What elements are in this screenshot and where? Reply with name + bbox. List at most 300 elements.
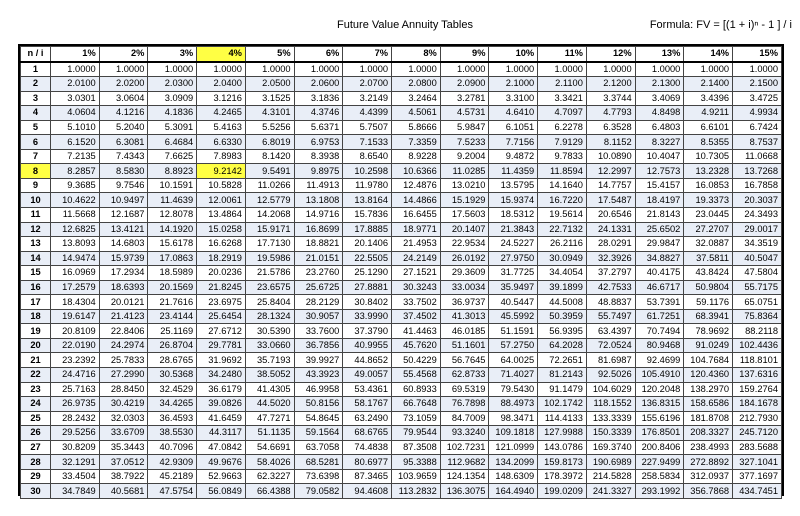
table-row [21, 455, 782, 470]
table-cell: 7.5233 [440, 135, 489, 150]
table-cell: 21.4953 [392, 237, 441, 252]
table-cell: 13.8164 [343, 193, 392, 208]
table-cell: 75.8364 [733, 309, 782, 324]
row-period-label: 4 [21, 106, 51, 121]
table-cell: 181.8708 [684, 411, 733, 426]
table-cell: 25.6502 [635, 222, 684, 237]
table-cell: 21.8245 [197, 280, 246, 295]
table-cell: 1.0000 [148, 62, 197, 77]
table-cell: 15.1929 [440, 193, 489, 208]
table-cell: 3.0604 [99, 91, 148, 106]
table-cell: 32.3926 [586, 251, 635, 266]
row-period-label: 11 [21, 208, 51, 223]
table-cell: 40.5447 [489, 295, 538, 310]
table-cell: 293.1992 [635, 484, 684, 499]
column-header: 6% [294, 47, 343, 62]
table-cell: 41.6459 [197, 411, 246, 426]
table-row [21, 280, 782, 295]
table-cell: 48.8837 [586, 295, 635, 310]
table-cell: 54.8645 [294, 411, 343, 426]
table-cell: 15.6178 [148, 237, 197, 252]
table-cell: 45.7620 [392, 338, 441, 353]
table-cell: 36.4593 [148, 411, 197, 426]
table-cell: 1.0000 [294, 62, 343, 77]
row-period-label: 5 [21, 120, 51, 135]
table-cell: 120.2048 [635, 382, 684, 397]
table-cell: 56.7645 [440, 353, 489, 368]
table-cell: 2.0200 [99, 77, 148, 92]
row-period-label: 6 [21, 135, 51, 150]
table-cell: 178.3972 [538, 469, 587, 484]
table-cell: 136.3075 [440, 484, 489, 499]
table-cell: 34.4265 [148, 397, 197, 412]
table-cell: 114.4133 [538, 411, 587, 426]
table-cell: 2.0400 [197, 77, 246, 92]
table-cell: 5.3091 [148, 120, 197, 135]
table-cell: 43.3923 [294, 368, 343, 383]
table-cell: 63.2490 [343, 411, 392, 426]
table-cell: 20.6546 [586, 208, 635, 223]
table-cell: 25.6725 [294, 280, 343, 295]
table-cell: 14.1920 [148, 222, 197, 237]
table-cell: 64.0025 [489, 353, 538, 368]
table-cell: 12.2997 [586, 164, 635, 179]
table-cell: 84.7009 [440, 411, 489, 426]
table-cell: 32.4529 [148, 382, 197, 397]
table-cell: 8.3938 [294, 149, 343, 164]
table-cell: 16.6268 [197, 237, 246, 252]
table-cell: 8.2857 [51, 164, 100, 179]
row-period-label: 15 [21, 266, 51, 281]
table-row [21, 338, 782, 353]
table-cell: 10.2598 [343, 164, 392, 179]
table-cell: 13.0210 [440, 178, 489, 193]
table-cell: 80.6977 [343, 455, 392, 470]
table-cell: 76.7898 [440, 397, 489, 412]
table-cell: 33.7502 [392, 295, 441, 310]
table-cell: 5.7507 [343, 120, 392, 135]
table-cell: 14.9716 [294, 208, 343, 223]
table-cell: 7.9129 [538, 135, 587, 150]
table-cell: 6.9753 [294, 135, 343, 150]
table-cell: 12.0061 [197, 193, 246, 208]
table-cell: 41.4305 [245, 382, 294, 397]
table-cell: 17.5487 [586, 193, 635, 208]
table-cell: 272.8892 [684, 455, 733, 470]
table-cell: 60.8933 [392, 382, 441, 397]
table-cell: 55.4568 [392, 368, 441, 383]
table-cell: 73.1059 [392, 411, 441, 426]
table-cell: 70.7494 [635, 324, 684, 339]
table-cell: 159.8173 [538, 455, 587, 470]
column-header: 5% [245, 47, 294, 62]
table-cell: 38.7922 [99, 469, 148, 484]
table-cell: 21.8143 [635, 208, 684, 223]
table-row [21, 193, 782, 208]
table-cell: 3.3421 [538, 91, 587, 106]
table-cell: 1.0000 [489, 62, 538, 77]
table-cell: 12.4876 [392, 178, 441, 193]
table-cell: 50.9804 [684, 280, 733, 295]
table-cell: 94.4608 [343, 484, 392, 499]
column-header: 11% [538, 47, 587, 62]
table-cell: 80.9468 [635, 338, 684, 353]
table-cell: 46.0185 [440, 324, 489, 339]
table-row [21, 120, 782, 135]
table-row [21, 178, 782, 193]
table-cell: 176.8501 [635, 426, 684, 441]
table-cell: 6.4684 [148, 135, 197, 150]
table-cell: 28.0291 [586, 237, 635, 252]
column-header: 8% [392, 47, 441, 62]
table-cell: 41.3013 [440, 309, 489, 324]
table-cell: 68.5281 [294, 455, 343, 470]
table-cell: 25.7163 [51, 382, 100, 397]
table-cell: 43.8424 [684, 266, 733, 281]
table-cell: 102.4436 [733, 338, 782, 353]
table-cell: 30.5390 [245, 324, 294, 339]
table-cell: 27.9750 [489, 251, 538, 266]
table-cell: 19.5986 [245, 251, 294, 266]
table-cell: 7.6625 [148, 149, 197, 164]
table-cell: 6.2278 [538, 120, 587, 135]
table-cell: 2.1000 [489, 77, 538, 92]
table-cell: 15.9374 [489, 193, 538, 208]
table-cell: 33.0660 [245, 338, 294, 353]
table-cell: 44.3117 [197, 426, 246, 441]
table-row [21, 106, 782, 121]
table-cell: 2.1500 [733, 77, 782, 92]
table-cell: 63.4397 [586, 324, 635, 339]
table-cell: 4.8498 [635, 106, 684, 121]
table-cell: 16.0853 [684, 178, 733, 193]
table-cell: 9.3685 [51, 178, 100, 193]
table-cell: 35.3443 [99, 440, 148, 455]
table-cell: 104.7684 [684, 353, 733, 368]
table-cell: 1.0000 [245, 62, 294, 77]
table-cell: 5.6371 [294, 120, 343, 135]
table-cell: 72.0524 [586, 338, 635, 353]
row-period-label: 1 [21, 62, 51, 77]
table-cell: 9.8975 [294, 164, 343, 179]
table-cell: 11.4639 [148, 193, 197, 208]
table-cell: 26.2116 [538, 237, 587, 252]
table-cell: 64.2028 [538, 338, 587, 353]
table-cell: 3.2464 [392, 91, 441, 106]
table-cell: 18.5989 [148, 266, 197, 281]
table-cell: 40.5681 [99, 484, 148, 499]
table-cell: 19.5614 [538, 208, 587, 223]
table-cell: 26.9735 [51, 397, 100, 412]
table-cell: 25.8404 [245, 295, 294, 310]
table-cell: 63.7058 [294, 440, 343, 455]
table-cell: 1.0000 [440, 62, 489, 77]
table-cell: 7.8983 [197, 149, 246, 164]
column-header: 12% [586, 47, 635, 62]
table-cell: 20.1406 [343, 237, 392, 252]
table-cell: 41.4463 [392, 324, 441, 339]
table-cell: 8.5830 [99, 164, 148, 179]
row-period-label: 9 [21, 178, 51, 193]
table-cell: 14.2068 [245, 208, 294, 223]
table-cell: 21.5786 [245, 266, 294, 281]
table-cell: 9.5491 [245, 164, 294, 179]
table-cell: 71.4027 [489, 368, 538, 383]
row-period-label: 28 [21, 455, 51, 470]
table-cell: 68.6765 [343, 426, 392, 441]
table-cell: 134.2099 [489, 455, 538, 470]
table-cell: 47.5754 [148, 484, 197, 499]
table-cell: 18.9771 [392, 222, 441, 237]
table-cell: 21.3843 [489, 222, 538, 237]
table-cell: 55.7175 [733, 280, 782, 295]
table-cell: 39.0826 [197, 397, 246, 412]
table-cell: 190.6989 [586, 455, 635, 470]
table-cell: 3.2149 [343, 91, 392, 106]
table-cell: 50.4229 [392, 353, 441, 368]
formula-label: Formula: FV = [(1 + i)ⁿ - 1 ] / i [649, 19, 792, 31]
table-row [21, 426, 782, 441]
table-cell: 13.2328 [684, 164, 733, 179]
table-cell: 23.0445 [684, 208, 733, 223]
table-row [21, 440, 782, 455]
table-cell: 87.3465 [343, 469, 392, 484]
table-cell: 72.2651 [538, 353, 587, 368]
table-cell: 8.6540 [343, 149, 392, 164]
page-title: Future Value Annuity Tables [337, 19, 473, 31]
table-cell: 28.1324 [245, 309, 294, 324]
row-period-label: 19 [21, 324, 51, 339]
table-cell: 137.6316 [733, 368, 782, 383]
table-cell: 49.0057 [343, 368, 392, 383]
table-cell: 95.3388 [392, 455, 441, 470]
row-period-label: 18 [21, 309, 51, 324]
table-cell: 12.5779 [245, 193, 294, 208]
table-cell: 8.5355 [684, 135, 733, 150]
table-cell: 13.1808 [294, 193, 343, 208]
table-cell: 36.9737 [440, 295, 489, 310]
row-period-label: 24 [21, 397, 51, 412]
table-cell: 15.0258 [197, 222, 246, 237]
table-cell: 91.1479 [538, 382, 587, 397]
table-cell: 34.8827 [635, 251, 684, 266]
table-cell: 31.9692 [197, 353, 246, 368]
table-cell: 24.1331 [586, 222, 635, 237]
table-cell: 23.6975 [197, 295, 246, 310]
table-cell: 25.6454 [197, 309, 246, 324]
row-period-label: 13 [21, 237, 51, 252]
table-cell: 30.8209 [51, 440, 100, 455]
table-cell: 23.4144 [148, 309, 197, 324]
table-cell: 33.9990 [343, 309, 392, 324]
table-cell: 24.5227 [489, 237, 538, 252]
table-cell: 20.8109 [51, 324, 100, 339]
table-header-row [21, 47, 782, 62]
table-cell: 34.7849 [51, 484, 100, 499]
row-period-label: 14 [21, 251, 51, 266]
table-row [21, 309, 782, 324]
table-cell: 33.4504 [51, 469, 100, 484]
table-cell: 356.7868 [684, 484, 733, 499]
table-cell: 11.5668 [51, 208, 100, 223]
row-period-label: 20 [21, 338, 51, 353]
table-cell: 136.8315 [635, 397, 684, 412]
row-period-label: 2 [21, 77, 51, 92]
table-cell: 37.2797 [586, 266, 635, 281]
table-cell: 51.1601 [440, 338, 489, 353]
table-cell: 66.4388 [245, 484, 294, 499]
table-cell: 44.8652 [343, 353, 392, 368]
table-cell: 33.6709 [99, 426, 148, 441]
column-header: 10% [489, 47, 538, 62]
table-cell: 50.8156 [294, 397, 343, 412]
table-cell: 241.3327 [586, 484, 635, 499]
table-cell: 40.4175 [635, 266, 684, 281]
table-cell: 14.7757 [586, 178, 635, 193]
table-cell: 51.1135 [245, 426, 294, 441]
table-cell: 164.4940 [489, 484, 538, 499]
table-cell: 23.2760 [294, 266, 343, 281]
table-cell: 79.9544 [392, 426, 441, 441]
table-cell: 4.9934 [733, 106, 782, 121]
table-cell: 27.6712 [197, 324, 246, 339]
table-cell: 238.4993 [684, 440, 733, 455]
table-cell: 4.2465 [197, 106, 246, 121]
column-header: 9% [440, 47, 489, 62]
table-cell: 18.5312 [489, 208, 538, 223]
table-cell: 81.6987 [586, 353, 635, 368]
table-cell: 10.7305 [684, 149, 733, 164]
table-cell: 4.7793 [586, 106, 635, 121]
table-cell: 158.6586 [684, 397, 733, 412]
table-cell: 8.7537 [733, 135, 782, 150]
table-cell: 3.1836 [294, 91, 343, 106]
column-header: 15% [733, 47, 782, 62]
table-cell: 61.7251 [635, 309, 684, 324]
table-cell: 18.6393 [99, 280, 148, 295]
table-cell: 79.0582 [294, 484, 343, 499]
table-cell: 88.4973 [489, 397, 538, 412]
table-cell: 5.2040 [99, 120, 148, 135]
table-cell: 8.1152 [586, 135, 635, 150]
table-cell: 24.2149 [392, 251, 441, 266]
table-cell: 4.6410 [489, 106, 538, 121]
table-cell: 55.7497 [586, 309, 635, 324]
table-cell: 37.0512 [99, 455, 148, 470]
table-cell: 16.7220 [538, 193, 587, 208]
table-cell: 6.8019 [245, 135, 294, 150]
table-cell: 14.1640 [538, 178, 587, 193]
table-cell: 169.3740 [586, 440, 635, 455]
table-cell: 28.8450 [99, 382, 148, 397]
table-cell: 69.5319 [440, 382, 489, 397]
table-cell: 30.8402 [343, 295, 392, 310]
table-cell: 66.7648 [392, 397, 441, 412]
table-cell: 6.1051 [489, 120, 538, 135]
table-cell: 33.0034 [440, 280, 489, 295]
table-cell: 32.1291 [51, 455, 100, 470]
table-cell: 17.7130 [245, 237, 294, 252]
table-cell: 11.0285 [440, 164, 489, 179]
table-cell: 65.0751 [733, 295, 782, 310]
table-cell: 20.0236 [197, 266, 246, 281]
table-cell: 3.3744 [586, 91, 635, 106]
table-cell: 37.4502 [392, 309, 441, 324]
table-cell: 3.0909 [148, 91, 197, 106]
table-cell: 30.9057 [294, 309, 343, 324]
table-cell: 53.7391 [635, 295, 684, 310]
table-cell: 3.2781 [440, 91, 489, 106]
column-header: 14% [684, 47, 733, 62]
table-row [21, 353, 782, 368]
table-cell: 47.5804 [733, 266, 782, 281]
table-cell: 150.3339 [586, 426, 635, 441]
row-period-label: 12 [21, 222, 51, 237]
table-cell: 46.6717 [635, 280, 684, 295]
table-cell: 3.4069 [635, 91, 684, 106]
row-period-label: 8 [21, 164, 51, 179]
table-row [21, 237, 782, 252]
table-cell: 2.0300 [148, 77, 197, 92]
table-cell: 31.7725 [489, 266, 538, 281]
table-cell: 21.4123 [99, 309, 148, 324]
table-cell: 35.9497 [489, 280, 538, 295]
table-cell: 4.1216 [99, 106, 148, 121]
table-cell: 9.2142 [197, 164, 246, 179]
table-cell: 18.2919 [197, 251, 246, 266]
table-cell: 42.9309 [148, 455, 197, 470]
table-cell: 13.8093 [51, 237, 100, 252]
table-cell: 62.3227 [245, 469, 294, 484]
table-row [21, 368, 782, 383]
table-cell: 8.1420 [245, 149, 294, 164]
table-row [21, 411, 782, 426]
table-cell: 1.0000 [343, 62, 392, 77]
table-cell: 11.0668 [733, 149, 782, 164]
table-cell: 29.3609 [440, 266, 489, 281]
table-cell: 33.7600 [294, 324, 343, 339]
table-cell: 3.4396 [684, 91, 733, 106]
table-cell: 24.2974 [99, 338, 148, 353]
row-period-label: 23 [21, 382, 51, 397]
table-cell: 8.3227 [635, 135, 684, 150]
table-cell: 5.9847 [440, 120, 489, 135]
table-cell: 36.6179 [197, 382, 246, 397]
table-cell: 21.7616 [148, 295, 197, 310]
table-cell: 50.3959 [538, 309, 587, 324]
table-cell: 1.0000 [538, 62, 587, 77]
table-cell: 45.5992 [489, 309, 538, 324]
table-cell: 10.4047 [635, 149, 684, 164]
table-cell: 3.4725 [733, 91, 782, 106]
table-cell: 245.7120 [733, 426, 782, 441]
header-corner: n / i [21, 47, 51, 62]
table-cell: 2.0500 [245, 77, 294, 92]
table-cell: 1.0000 [51, 62, 100, 77]
table-cell: 19.6147 [51, 309, 100, 324]
table-cell: 54.6691 [245, 440, 294, 455]
table-cell: 12.7573 [635, 164, 684, 179]
table-cell: 34.2480 [197, 368, 246, 383]
row-period-label: 26 [21, 426, 51, 441]
row-period-label: 7 [21, 149, 51, 164]
table-cell: 27.8881 [343, 280, 392, 295]
table-cell: 56.9395 [538, 324, 587, 339]
table-cell: 1.0000 [733, 62, 782, 77]
table-cell: 73.6398 [294, 469, 343, 484]
table-cell: 109.1818 [489, 426, 538, 441]
table-cell: 30.4219 [99, 397, 148, 412]
